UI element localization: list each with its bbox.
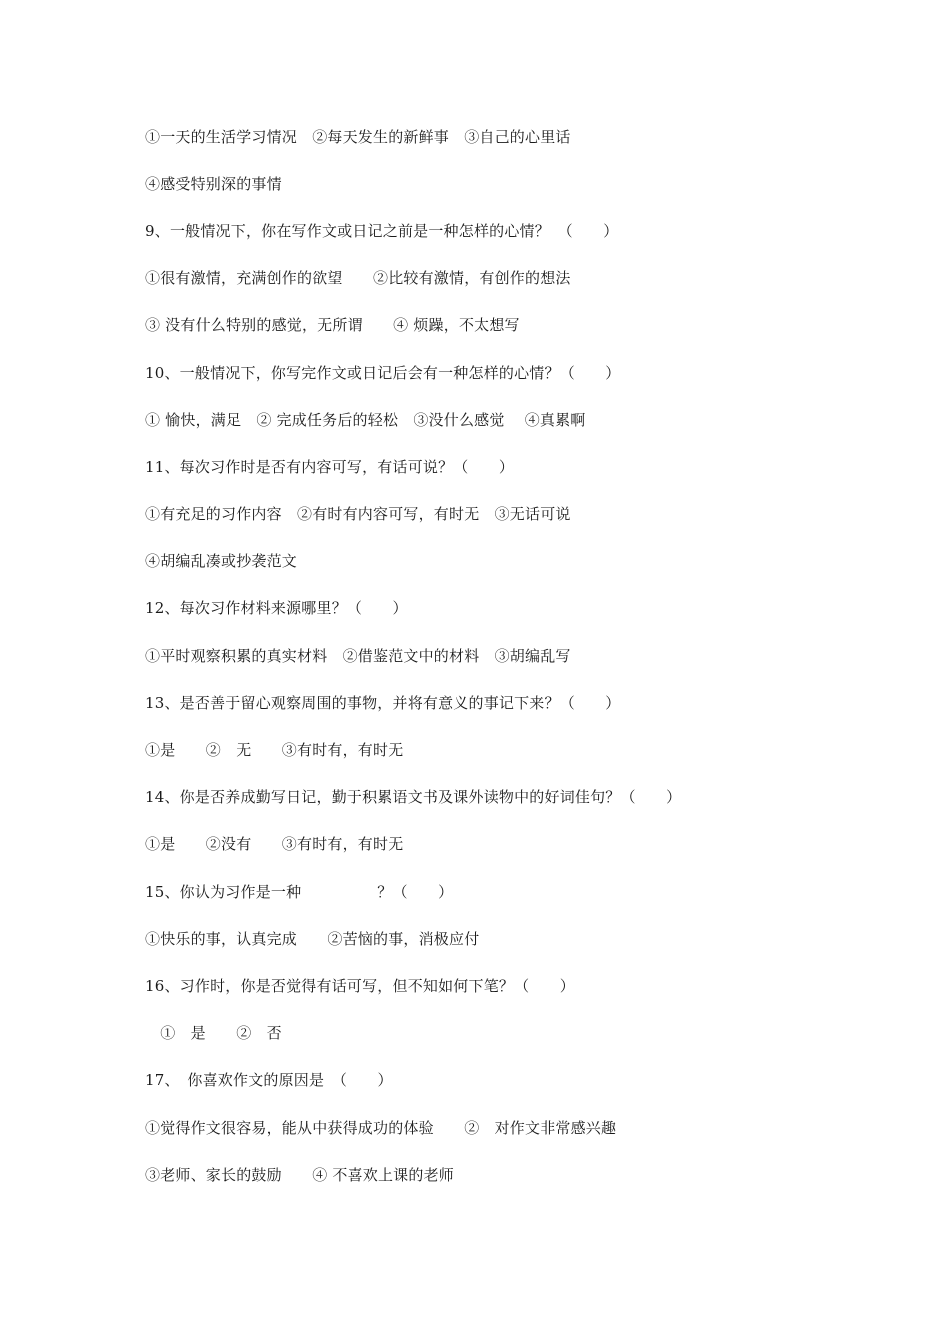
option-line-q11-cont: ④胡编乱凑或抄袭范文: [145, 552, 298, 570]
option-line-q17-cont: ③老师、家长的鼓励 ④ 不喜欢上课的老师: [145, 1166, 454, 1184]
option-line-q17: ①觉得作文很容易，能从中获得成功的体验 ② 对作文非常感兴趣: [145, 1119, 617, 1137]
option-line-q16: ① 是 ② 否: [145, 1024, 282, 1042]
option-line-q10: ① 愉快，满足 ② 完成任务后的轻松 ③没什么感觉 ④真累啊: [145, 411, 586, 429]
option-line-q12: ①平时观察积累的真实材料 ②借鉴范文中的材料 ③胡编乱写: [145, 647, 571, 665]
question-10: 10、一般情况下，你写完作文或日记后会有一种怎样的心情？（ ）: [145, 364, 621, 382]
question-16: 16、习作时，你是否觉得有话可写，但不知如何下笔？（ ）: [145, 977, 575, 995]
option-line-q8: ①一天的生活学习情况 ②每天发生的新鲜事 ③自己的心里话: [145, 128, 571, 146]
option-line-q13: ①是 ② 无 ③有时有，有时无: [145, 741, 404, 759]
option-line-q15: ①快乐的事，认真完成 ②苦恼的事，消极应付: [145, 930, 480, 948]
option-line-q9: ①很有激情，充满创作的欲望 ②比较有激情，有创作的想法: [145, 269, 571, 287]
question-9: 9、一般情况下，你在写作文或日记之前是一种怎样的心情？ （ ）: [145, 222, 619, 240]
question-14: 14、你是否养成勤写日记，勤于积累语文书及课外读物中的好词佳句？（ ）: [145, 788, 682, 806]
question-15: 15、你认为习作是一种 ？（ ）: [145, 883, 454, 901]
option-line-q8-cont: ④感受特别深的事情: [145, 175, 282, 193]
question-13: 13、是否善于留心观察周围的事物，并将有意义的事记下来？（ ）: [145, 694, 621, 712]
question-12: 12、每次习作材料来源哪里？（ ）: [145, 599, 408, 617]
option-line-q11: ①有充足的习作内容 ②有时有内容可写，有时无 ③无话可说: [145, 505, 571, 523]
question-17: 17、 你喜欢作文的原因是 （ ）: [145, 1071, 393, 1089]
option-line-q9-cont: ③ 没有什么特别的感觉，无所谓 ④ 烦躁，不太想写: [145, 316, 520, 334]
option-line-q14: ①是 ②没有 ③有时有，有时无: [145, 835, 404, 853]
question-11: 11、每次习作时是否有内容可写，有话可说？（ ）: [145, 458, 515, 476]
